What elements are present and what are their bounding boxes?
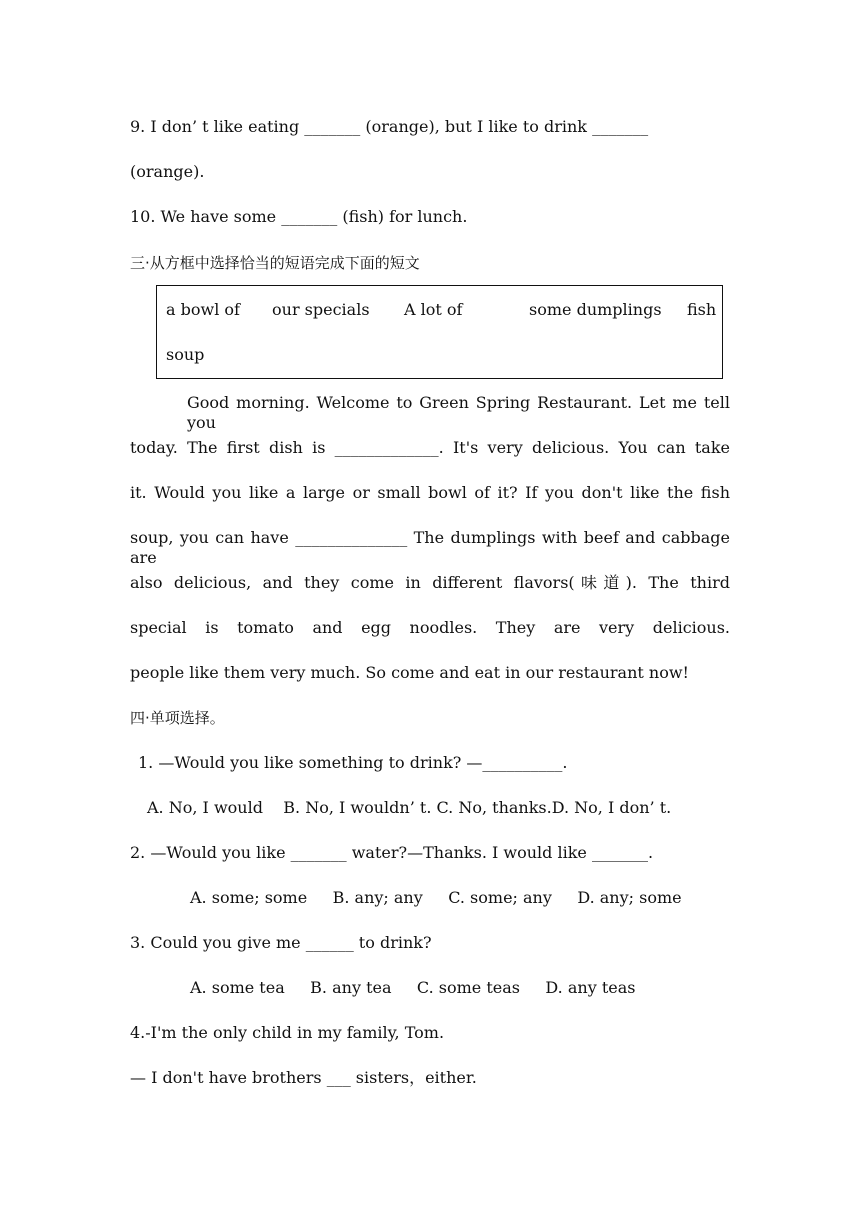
question-1: 1. —Would you like something to drink? —__________.	[138, 753, 568, 772]
section-4-heading: 四·单项选择。	[130, 709, 225, 727]
word-bank-option: a bowl of	[166, 300, 240, 319]
question-4-line-1: 4.-I'm the only child in my family, Tom.	[130, 1023, 445, 1042]
passage-line: people like them very much. So come and eat in our restaurant now!	[130, 663, 689, 682]
word-bank-option: A lot of	[404, 300, 463, 319]
word-bank-option: some dumplings	[529, 300, 662, 319]
passage-line: also delicious, and they come in different flavors(味道). The third	[130, 573, 730, 592]
passage-line: today. The first dish is _____________. It's very delicious. You can take	[130, 438, 730, 457]
question-4-line-2: — I don't have brothers ___ sisters，either.	[130, 1068, 477, 1087]
word-bank-option: soup	[166, 345, 205, 364]
passage-line: soup, you can have ______________ The dumplings with beef and cabbage are	[130, 528, 730, 567]
question-3-options: A. some tea B. any tea C. some teas D. any teas	[190, 978, 636, 997]
question-1-options: A. No, I would B. No, I wouldn’ t. C. No, thanks.D. No, I don’ t.	[147, 798, 672, 817]
question-9-line-1: 9. I don’ t like eating _______ (orange), but I like to drink _______	[130, 117, 649, 136]
passage-line: it. Would you like a large or small bowl of it? If you don't like the fish	[130, 483, 730, 502]
passage-line: Good morning. Welcome to Green Spring Restaurant. Let me tell you	[187, 393, 730, 432]
passage-line: special is tomato and egg noodles. They are very delicious.	[130, 618, 730, 637]
question-10: 10. We have some _______ (fish) for lunch.	[130, 207, 468, 226]
word-bank-option: fish	[687, 300, 717, 319]
section-3-heading: 三·从方框中选择恰当的短语完成下面的短文	[130, 254, 420, 272]
question-9-line-2: (orange).	[130, 162, 205, 181]
question-3: 3. Could you give me ______ to drink?	[130, 933, 432, 952]
word-bank-option: our specials	[272, 300, 370, 319]
question-2: 2. —Would you like _______ water?—Thanks. I would like _______.	[130, 843, 654, 862]
question-2-options: A. some; some B. any; any C. some; any D. any; some	[190, 888, 682, 907]
word-bank-box	[156, 285, 723, 379]
